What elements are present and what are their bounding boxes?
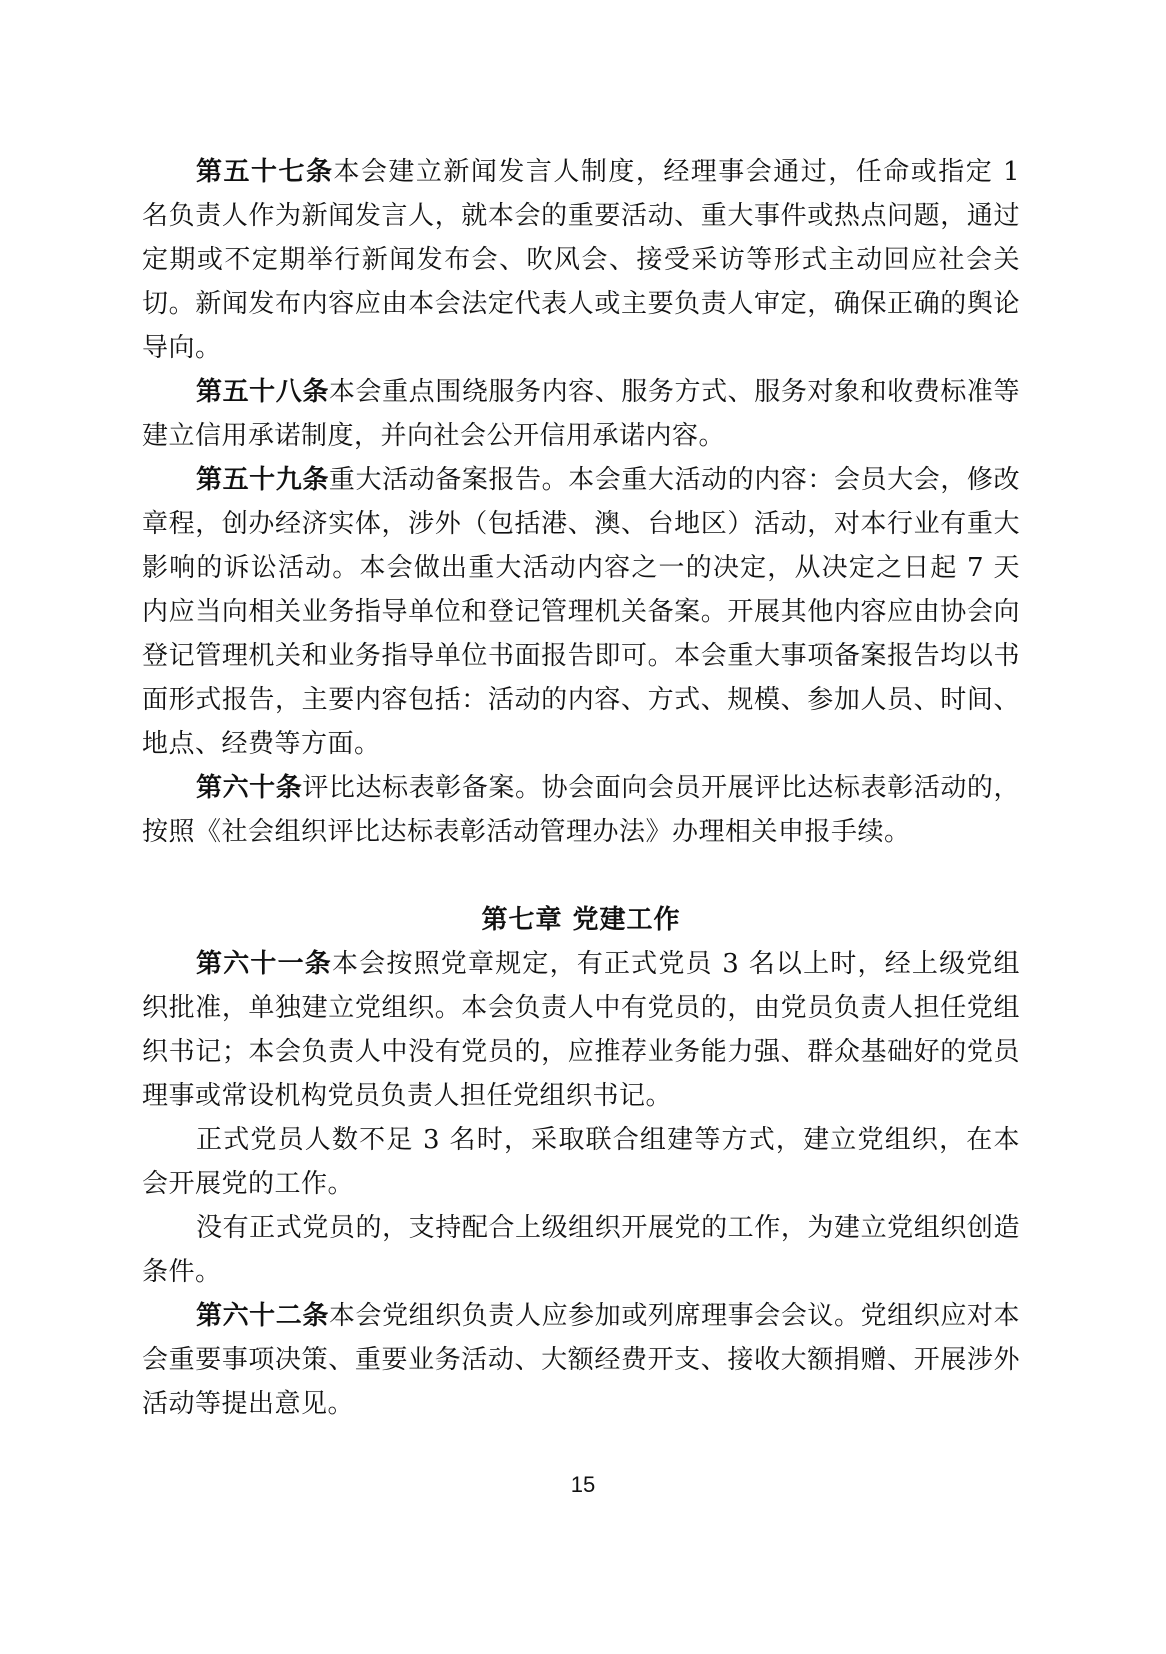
article-61 — [142, 942, 1020, 1118]
article-text: 本会按照党章规定，有正式党员 3 名以上时，经上级党组织批准，单独建立党组织。本会负责人中有党员的，由党员负责人担任党组织书记；本会负责人中没有党员的，应推荐业务能力强、群众基础好的党员理事或常设机构党员负责人担任党组织书记。 — [142, 949, 1020, 1111]
article-number: 第六十条 — [196, 773, 303, 803]
article-number: 第六十一条 — [196, 949, 332, 979]
article-number: 第五十九条 — [196, 465, 329, 495]
chapter-heading: 第七章 党建工作 — [481, 905, 681, 935]
section-spacer — [142, 854, 1020, 898]
article-62 — [142, 1294, 1020, 1426]
paragraph: 没有正式党员的，支持配合上级组织开展党的工作，为建立党组织创造条件。 — [142, 1213, 1020, 1287]
article-text: 评比达标表彰备案。协会面向会员开展评比达标表彰活动的，按照《社会组织评比达标表彰活动管理办法》办理相关申报手续。 — [142, 773, 1020, 847]
article-text: 重大活动备案报告。本会重大活动的内容：会员大会，修改章程，创办经济实体，涉外（包括港、澳、台地区）活动，对本行业有重大影响的诉讼活动。本会做出重大活动内容之一的决定，从决定之日起 7 天内应当向相关业务指导单位和登记管理机关备案。开展其他内容应由协会向登记管理机关和业务指导单位书面报告即可。本会重大事项备案报告均以书面形式报告，主要内容包括：活动的内容、方式、规模、参加人员、时间、地点、经费等方面。 — [142, 465, 1020, 759]
page-number: 15 — [570, 1472, 596, 1497]
article-text: 本会建立新闻发言人制度，经理事会通过，任命或指定 1 名负责人作为新闻发言人，就本会的重要活动、重大事件或热点问题，通过定期或不定期举行新闻发布会、吹风会、接受采访等形式主动回应社会关切。新闻发布内容应由本会法定代表人或主要负责人审定，确保正确的舆论导向。 — [142, 157, 1020, 363]
article-59 — [142, 458, 1020, 766]
article-text: 本会重点围绕服务内容、服务方式、服务对象和收费标准等建立信用承诺制度，并向社会公开信用承诺内容。 — [142, 377, 1020, 451]
article-number: 第六十二条 — [196, 1301, 329, 1331]
article-text: 本会党组织负责人应参加或列席理事会会议。党组织应对本会重要事项决策、重要业务活动、大额经费开支、接收大额捐赠、开展涉外活动等提出意见。 — [142, 1301, 1020, 1419]
article-number: 第五十七条 — [196, 157, 334, 187]
article-number: 第五十八条 — [196, 377, 329, 407]
article-58 — [142, 370, 1020, 458]
document-body — [142, 150, 1020, 1426]
paragraph: 正式党员人数不足 3 名时，采取联合组建等方式，建立党组织，在本会开展党的工作。 — [142, 1125, 1020, 1199]
article-57 — [142, 150, 1020, 370]
article-60 — [142, 766, 1020, 854]
